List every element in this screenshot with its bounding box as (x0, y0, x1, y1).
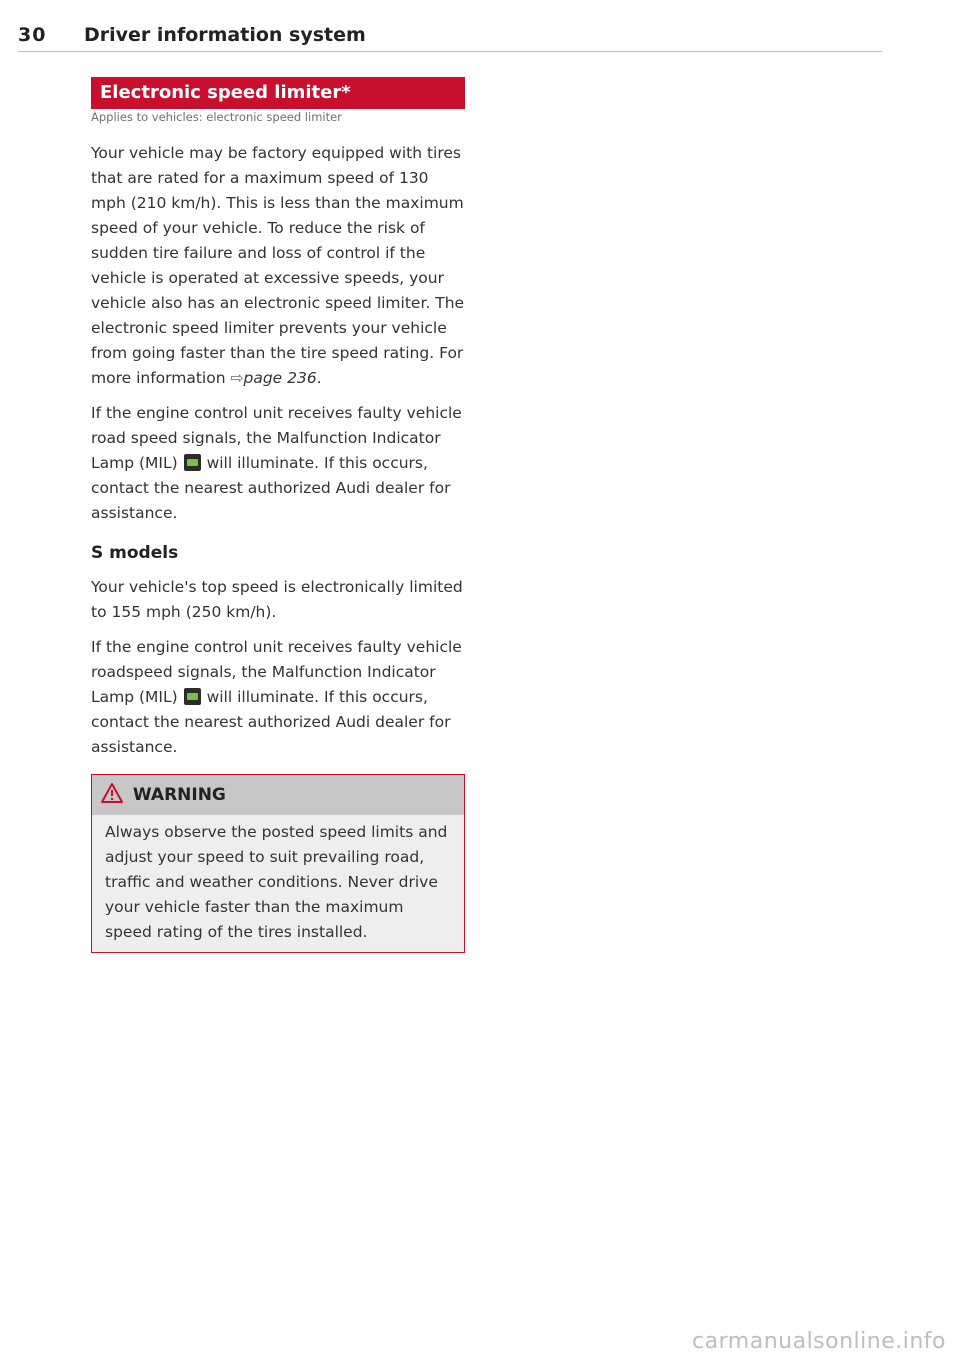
page-reference-link[interactable] (230, 369, 316, 387)
paragraph-faulty-signals-end: will illuminate. If this occurs, contact the nearest authorized Audi dealer for assistance. (91, 454, 451, 522)
paragraph-speed-limiter (91, 141, 465, 391)
page-header (18, 24, 882, 54)
warning-title: WARNING (132, 785, 226, 805)
content-column (91, 77, 465, 953)
paragraph-s-faulty-signals-start: If the engine control unit receives faulty vehicle roadspeed signals, the Malfunction Indicator Lamp (MIL) (91, 638, 462, 706)
engine-check-icon (184, 454, 201, 471)
watermark: carmanualsonline.info (692, 1329, 946, 1354)
section-heading: Electronic speed limiter* (91, 77, 465, 109)
paragraph-speed-limiter-text: Your vehicle may be factory equipped with tires that are rated for a maximum speed of 130 mph (210 km/h). This is less than the maximum speed of your vehicle. To reduce the risk of sudden tire failure and loss of control if the vehicle is operated at excessive speeds, your vehicle also has an electronic speed limiter. The electronic speed limiter prevents your vehicle from going faster than the tire speed rating. For more information (91, 144, 465, 387)
chapter-title: Driver information system (84, 24, 366, 46)
header-divider (18, 51, 882, 52)
sentence-end: . (316, 369, 322, 387)
paragraph-faulty-signals (91, 401, 465, 526)
paragraph-top-speed: Your vehicle's top speed is electronically limited to 155 mph (250 km/h). (91, 578, 463, 621)
warning-text: Always observe the posted speed limits and adjust your speed to suit prevailing road, traffic and weather conditions. Never drive your vehicle faster than the maximum speed rating of the tires installed. (105, 823, 448, 941)
paragraph-s-faulty-signals (91, 635, 465, 760)
warning-triangle-icon (101, 778, 123, 818)
page-number: 30 (18, 24, 47, 46)
paragraph-faulty-signals-start: If the engine control unit receives faulty vehicle road speed signals, the Malfunction Indicator Lamp (MIL) (91, 404, 462, 472)
applies-to-note: Applies to vehicles: electronic speed limiter (91, 110, 342, 124)
subheading-s-models: S models (91, 543, 179, 563)
page-reference-text: page 236 (243, 369, 317, 387)
warning-header (92, 775, 464, 815)
arrow-right-icon: ⇨ (230, 369, 244, 387)
paragraph-s-faulty-signals-end: will illuminate. If this occurs, contact the nearest authorized Audi dealer for assistance. (91, 688, 451, 756)
engine-check-icon (184, 688, 201, 705)
warning-box (91, 774, 465, 953)
